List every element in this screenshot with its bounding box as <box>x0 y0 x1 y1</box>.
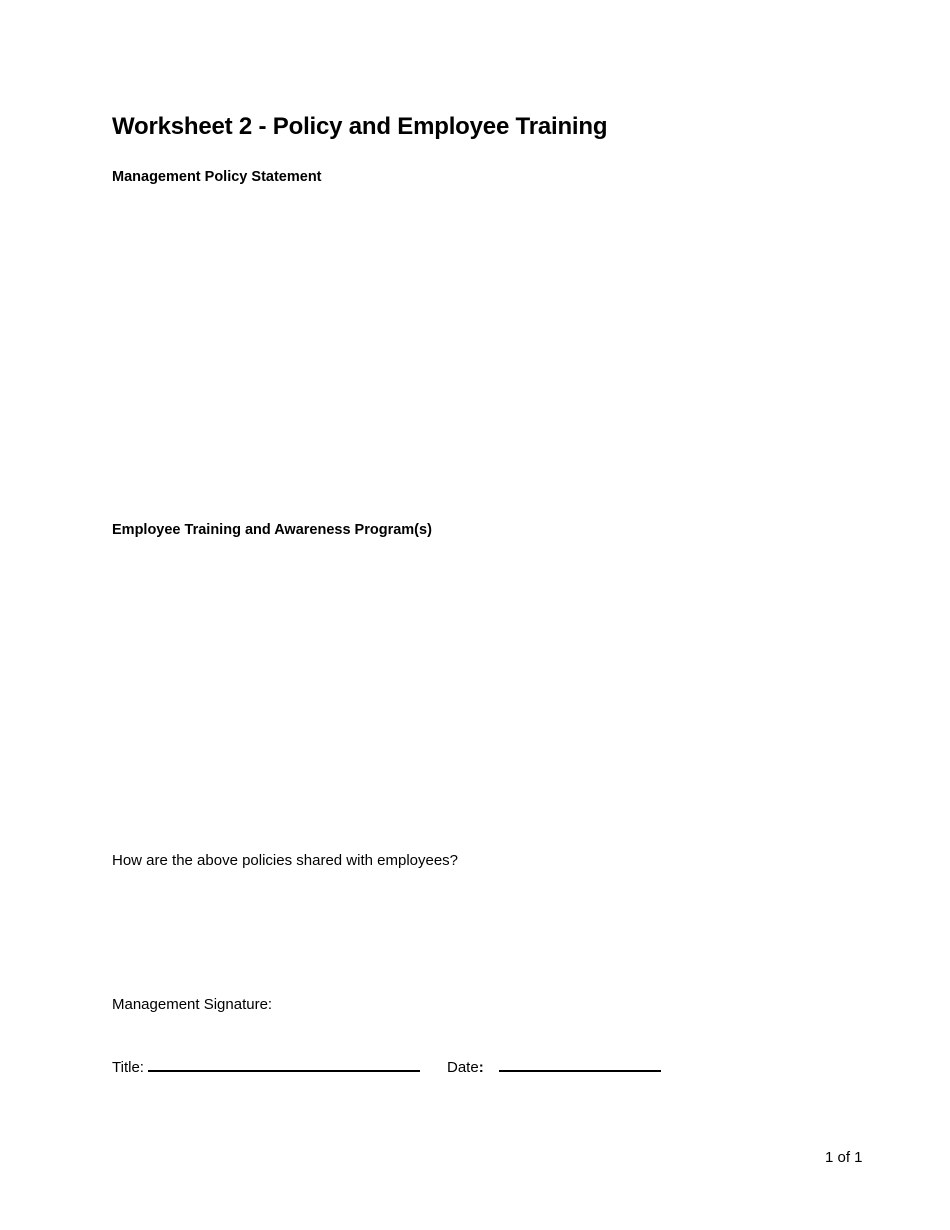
date-blank-line[interactable] <box>499 1056 661 1072</box>
page-title: Worksheet 2 - Policy and Employee Training <box>112 113 608 140</box>
page-number: 1 of 1 <box>825 1149 863 1166</box>
date-field <box>447 1056 661 1076</box>
management-policy-heading: Management Policy Statement <box>112 169 322 185</box>
title-field <box>112 1056 420 1076</box>
title-blank-line[interactable] <box>148 1056 420 1072</box>
employee-training-heading: Employee Training and Awareness Program(s) <box>112 522 432 538</box>
title-field-label: Title: <box>112 1059 144 1076</box>
policy-sharing-question: How are the above policies shared with employees? <box>112 852 459 869</box>
date-field-colon: : <box>478 1059 484 1076</box>
date-field-label: Date <box>447 1059 479 1076</box>
management-signature-label: Management Signature: <box>112 996 273 1013</box>
